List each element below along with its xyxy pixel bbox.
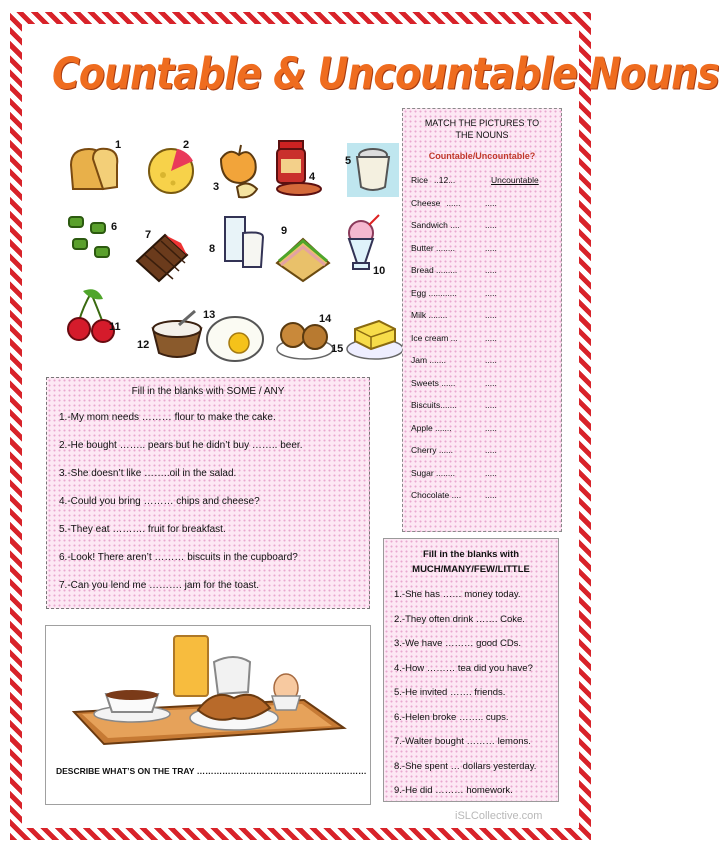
much-many-sentence[interactable]: 7.-Walter bought ……… lemons.: [394, 736, 531, 747]
match-answer[interactable]: .....: [485, 265, 497, 275]
match-answer[interactable]: .....: [485, 400, 497, 410]
match-noun: Ice cream ...: [411, 332, 458, 343]
match-row: [411, 468, 561, 478]
match-noun: Egg ............: [411, 287, 457, 298]
match-noun: Sweets ......: [411, 377, 456, 388]
match-noun: Cheese: [411, 197, 441, 208]
sugar-icon: [147, 305, 207, 365]
some-any-sentence[interactable]: 2.-He bought …….. pears but he didn’t buy …….. beer.: [59, 440, 303, 451]
sugar-bowl-icon: [343, 139, 403, 199]
match-answer[interactable]: .....: [485, 422, 497, 433]
match-answer[interactable]: .....: [485, 490, 497, 500]
picture-number: 10: [373, 265, 386, 277]
picture-number: 3: [213, 181, 220, 193]
much-many-exercise: [383, 538, 559, 802]
picture-number: 1: [115, 139, 122, 151]
picture-number: 5: [345, 155, 352, 167]
picture-number: 15: [331, 343, 344, 355]
match-noun: Jam .......: [411, 355, 446, 365]
match-noun: Bread .........: [411, 265, 458, 275]
match-row: [411, 378, 561, 388]
much-many-sentence[interactable]: 4.-How ……… tea did you have?: [394, 662, 533, 674]
match-row: [411, 288, 561, 298]
tray-section: [45, 625, 371, 805]
picture-number: 12: [137, 339, 150, 351]
match-answer[interactable]: .....: [485, 445, 497, 455]
match-row: [411, 445, 561, 455]
match-row: [411, 243, 561, 253]
picture-number: 13: [203, 309, 216, 321]
match-row: [411, 423, 561, 433]
match-noun: Milk ........: [411, 310, 448, 320]
match-row: [411, 355, 561, 365]
picture-number: 4: [309, 171, 316, 183]
match-answer[interactable]: .....: [485, 355, 497, 365]
cherry-icon: [63, 287, 123, 347]
match-section: [402, 108, 562, 532]
match-answer[interactable]: .....: [485, 242, 497, 253]
much-many-sentence[interactable]: 8.-She spent … dollars yesterday.: [394, 760, 537, 772]
match-row: [411, 198, 561, 208]
much-many-sentence[interactable]: 2.-They often drink ……. Coke.: [394, 613, 525, 625]
match-answer[interactable]: .....: [485, 197, 497, 208]
much-many-sentence[interactable]: 1.-She has …… money today.: [394, 589, 521, 600]
match-row: [411, 333, 561, 343]
match-row: [411, 220, 561, 230]
match-answer[interactable]: Uncountable: [491, 175, 539, 185]
sweets-icon: [63, 209, 123, 269]
much-many-sentence[interactable]: 9.-He did ……… homework.: [394, 785, 513, 796]
breakfast-tray-icon: [64, 632, 354, 752]
match-noun: Apple .......: [411, 422, 452, 433]
ice-cream-icon: [339, 215, 399, 275]
match-answer[interactable]: .....: [485, 377, 497, 388]
match-noun: Butter ........: [411, 242, 455, 253]
picture-number: 8: [209, 243, 216, 255]
match-number-blank[interactable]: ..12...: [434, 175, 456, 185]
some-any-sentence[interactable]: 5.-They eat ………. fruit for breakfast.: [59, 524, 226, 535]
match-subheading: Countable/Uncountable?: [428, 151, 536, 161]
match-row: [411, 265, 561, 275]
tray-prompt: DESCRIBE WHAT’S ON THE TRAY ……………………………………………………: [56, 766, 367, 776]
picture-number: 7: [145, 229, 152, 241]
match-row: [411, 310, 561, 320]
match-row: [411, 400, 561, 410]
some-any-sentence[interactable]: 7.-Can you lend me ………. jam for the toast.: [59, 580, 260, 591]
match-row: [411, 175, 561, 185]
match-answer[interactable]: .....: [485, 467, 497, 478]
match-noun: Sandwich ....: [411, 220, 460, 230]
match-noun: Rice: [411, 175, 429, 185]
match-noun: Cherry ......: [411, 445, 454, 455]
picture-number: 9: [281, 225, 288, 237]
match-row: [411, 490, 561, 500]
much-many-title: Fill in the blanks with MUCH/MANY/FEW/LITTLE: [412, 549, 530, 575]
match-answer[interactable]: .....: [485, 220, 497, 230]
some-any-sentence[interactable]: 3.-She doesn’t like ……..oil in the salad.: [59, 468, 237, 479]
jam-jar-icon: [269, 137, 329, 197]
picture-number: 11: [109, 321, 121, 333]
milk-icon: [217, 211, 277, 271]
match-noun: Sugar ........: [411, 467, 455, 478]
some-any-sentence[interactable]: 1.-My mom needs ……… flour to make the cake.: [59, 412, 276, 423]
match-heading: MATCH THE PICTURES TO THE NOUNS: [424, 118, 540, 140]
cheese-icon: [143, 139, 203, 199]
chocolate-icon: [131, 225, 191, 285]
match-number-blank[interactable]: ......: [446, 197, 461, 208]
watermark: iSLCollective.com: [455, 810, 543, 822]
match-noun: Biscuits.......: [411, 400, 457, 410]
match-answer[interactable]: .....: [485, 310, 497, 320]
bread-icon: [63, 137, 123, 197]
page-title: Countable & Uncountable Nouns: [52, 48, 719, 99]
picture-grid: [55, 125, 395, 365]
picture-number: 14: [319, 313, 332, 325]
much-many-sentence[interactable]: 5.-He invited ……. friends.: [394, 687, 506, 698]
some-any-sentence[interactable]: 6.-Look! There aren’t ……… biscuits in the cupboard?: [59, 552, 298, 563]
much-many-sentence[interactable]: 6.-Helen broke …….. cups.: [394, 711, 509, 723]
some-any-sentence[interactable]: 4.-Could you bring ……… chips and cheese?: [59, 496, 260, 507]
match-answer[interactable]: .....: [485, 287, 497, 298]
some-any-exercise: [46, 377, 370, 609]
picture-number: 2: [183, 139, 190, 151]
butter-icon: [345, 305, 405, 365]
picture-number: 6: [111, 221, 118, 233]
much-many-sentence[interactable]: 3.-We have ……… good CDs.: [394, 638, 522, 649]
some-any-title: Fill in the blanks with SOME / ANY: [131, 386, 285, 397]
match-noun: Chocolate ....: [411, 490, 462, 500]
match-answer[interactable]: .....: [485, 332, 497, 343]
